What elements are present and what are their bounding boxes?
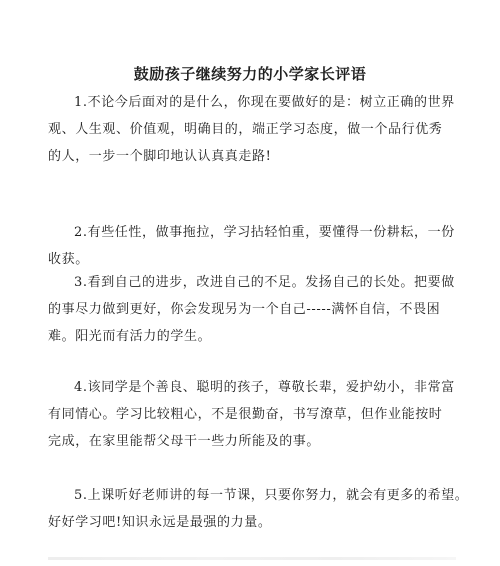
paragraph-2 [48, 219, 456, 273]
paragraph-3 [48, 269, 456, 350]
paragraph-line: 收获。 [48, 252, 89, 267]
paragraph-4 [48, 374, 456, 455]
paragraph-1 [48, 89, 456, 170]
document-title: 鼓励孩子继续努力的小学家长评语 [133, 65, 367, 83]
paragraph-line: 4.该同学是个善良、聪明的孩子，尊敬长辈，爱护幼小，非常富 [74, 380, 455, 395]
paragraph-line: 有同情心。学习比较粗心，不是很勤奋，书写潦草，但作业能按时 [48, 407, 443, 422]
paragraph-line: 难。阳光而有活力的学生。 [48, 329, 212, 344]
paragraph-line: 的人，一步一个脚印地认认真真走路! [48, 149, 272, 164]
paragraph-line: 的事尽力做到更好，你会发现另为一个自己-----满怀自信，不畏困 [48, 302, 441, 317]
paragraph-line: 观、人生观、价值观，明确目的，端正学习态度，做一个品行优秀 [48, 122, 443, 137]
cut-off-text-line [48, 554, 456, 562]
paragraph-5 [48, 482, 469, 536]
paragraph-line: 5.上课听好老师讲的每一节课，只要你努力，就会有更多的希望。 [74, 488, 469, 503]
paragraph-line: 2.有些任性，做事拖拉，学习拈轻怕重，要懂得一份耕耘，一份 [74, 225, 455, 240]
paragraph-line: 好好学习吧!知识永远是最强的力量。 [48, 515, 272, 530]
paragraph-line: 3.看到自己的进步，改进自己的不足。发扬自己的长处。把要做 [74, 275, 455, 290]
paragraph-line: 完成，在家里能帮父母干一些力所能及的事。 [48, 434, 321, 449]
paragraph-line: 1.不论今后面对的是什么，你现在要做好的是：树立正确的世界 [74, 95, 455, 110]
